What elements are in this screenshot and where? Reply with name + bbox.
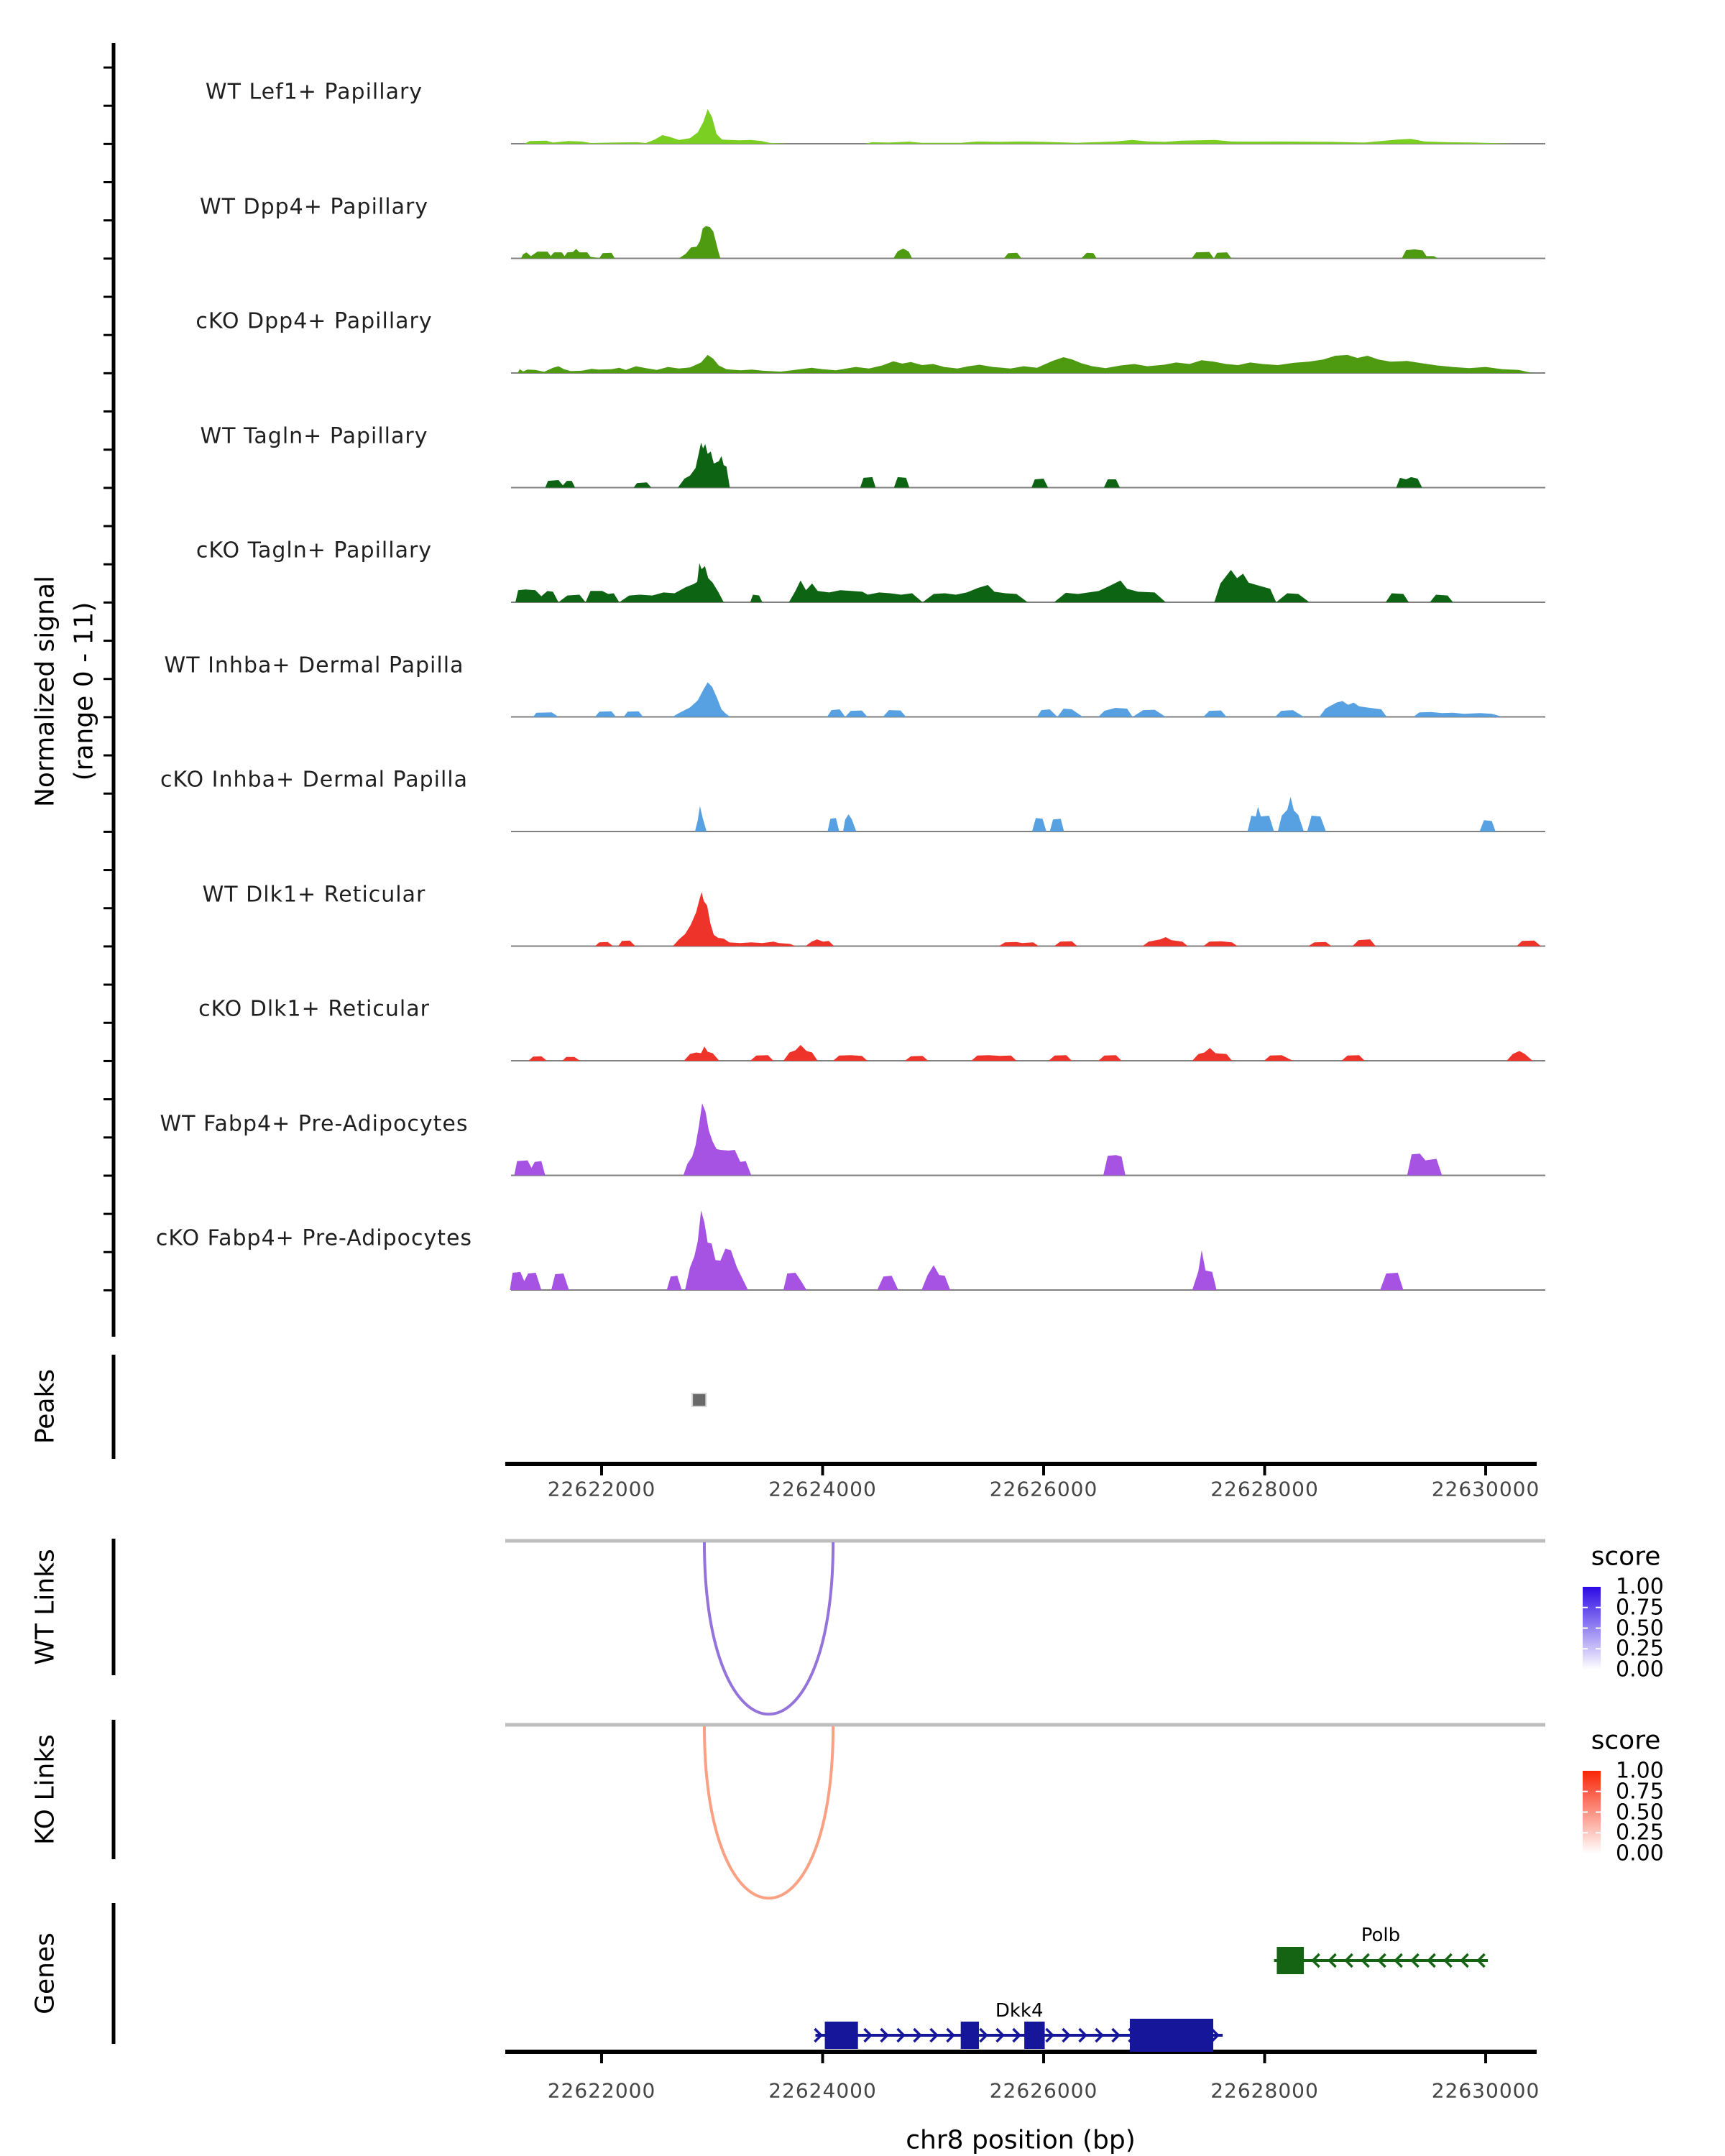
gene-exon [961, 2022, 979, 2049]
signal-area-track-10 [510, 1210, 1403, 1290]
peaks-section-label: Peaks [30, 1368, 60, 1445]
wt-links-section-label: WT Links [30, 1549, 60, 1665]
signal-area-track-3 [546, 443, 1422, 488]
bottom-axis-tick-label-0: 22622000 [547, 2078, 656, 2103]
bottom-axis-tick-label-1: 22624000 [768, 2078, 877, 2103]
signal-area-track-7 [595, 892, 1541, 946]
track-label-3: WT Tagln+ Papillary [200, 423, 428, 448]
signal-area-track-2 [518, 355, 1532, 373]
ko-links-legend-label-0: 1.00 [1616, 1758, 1664, 1784]
top-axis-tick-label-0: 22622000 [547, 1477, 656, 1501]
ko-links-legend-label-4: 0.00 [1616, 1841, 1664, 1866]
gene-label-polb: Polb [1361, 1925, 1401, 1946]
signal-area-track-5 [533, 682, 1503, 717]
peak-box [692, 1393, 706, 1406]
bottom-axis-tick-label-4: 22630000 [1431, 2078, 1540, 2103]
ko-links-legend-label-1: 0.75 [1616, 1779, 1664, 1805]
top-axis-tick-label-3: 22628000 [1210, 1477, 1319, 1501]
ko-score-legend-title: score [1591, 1726, 1661, 1756]
bottom-axis-tick-label-2: 22626000 [989, 2078, 1098, 2103]
track-label-8: cKO Dlk1+ Reticular [198, 996, 430, 1022]
signal-area-track-8 [529, 1045, 1533, 1061]
wt-score-legend-title: score [1591, 1542, 1661, 1572]
ko-links-legend-label-2: 0.50 [1616, 1800, 1664, 1825]
ko-links-arc [704, 1726, 833, 1898]
gene-exon [825, 2022, 858, 2049]
wt-links-legend-label-3: 0.25 [1616, 1636, 1664, 1662]
wt-links-legend-label-4: 0.00 [1616, 1657, 1664, 1682]
track-label-5: WT Inhba+ Dermal Papilla [164, 653, 464, 678]
wt-links-legend-label-2: 0.50 [1616, 1616, 1664, 1641]
track-label-10: cKO Fabp4+ Pre-Adipocytes [155, 1225, 473, 1251]
track-label-2: cKO Dpp4+ Papillary [196, 308, 433, 334]
bottom-axis-tick-label-3: 22628000 [1210, 2078, 1319, 2103]
track-label-7: WT Dlk1+ Reticular [202, 882, 426, 907]
gene-label-dkk4: Dkk4 [995, 2000, 1044, 2022]
x-axis-title: chr8 position (bp) [906, 2125, 1136, 2155]
signal-area-track-0 [524, 109, 1513, 144]
wt-links-legend-label-0: 1.00 [1616, 1574, 1664, 1600]
signal-area-track-1 [521, 226, 1438, 259]
signal-area-track-9 [515, 1103, 1443, 1175]
top-axis-tick-label-2: 22626000 [989, 1477, 1098, 1501]
ko-links-section-label: KO Links [30, 1734, 60, 1845]
gene-exon [1276, 1947, 1304, 1974]
track-label-0: WT Lef1+ Papillary [205, 79, 423, 105]
track-label-6: cKO Inhba+ Dermal Papilla [160, 767, 469, 793]
gene-exon [1024, 2022, 1044, 2049]
signal-area-track-4 [515, 563, 1453, 602]
signal-axis-title-line2: (range 0 - 11) [69, 602, 99, 781]
genes-section-label: Genes [30, 1932, 60, 2014]
wt-links-legend-label-1: 0.75 [1616, 1595, 1664, 1621]
gene-exon [1130, 2019, 1213, 2052]
top-axis-tick-label-1: 22624000 [768, 1477, 877, 1501]
signal-area-track-6 [695, 797, 1496, 831]
track-label-4: cKO Tagln+ Papillary [196, 538, 433, 563]
ko-links-legend-label-3: 0.25 [1616, 1820, 1664, 1846]
top-axis-tick-label-4: 22630000 [1431, 1477, 1540, 1501]
signal-axis-title-line1: Normalized signal [30, 575, 60, 808]
track-label-1: WT Dpp4+ Papillary [199, 194, 429, 219]
wt-links-arc [704, 1542, 833, 1714]
track-label-9: WT Fabp4+ Pre-Adipocytes [160, 1111, 469, 1136]
